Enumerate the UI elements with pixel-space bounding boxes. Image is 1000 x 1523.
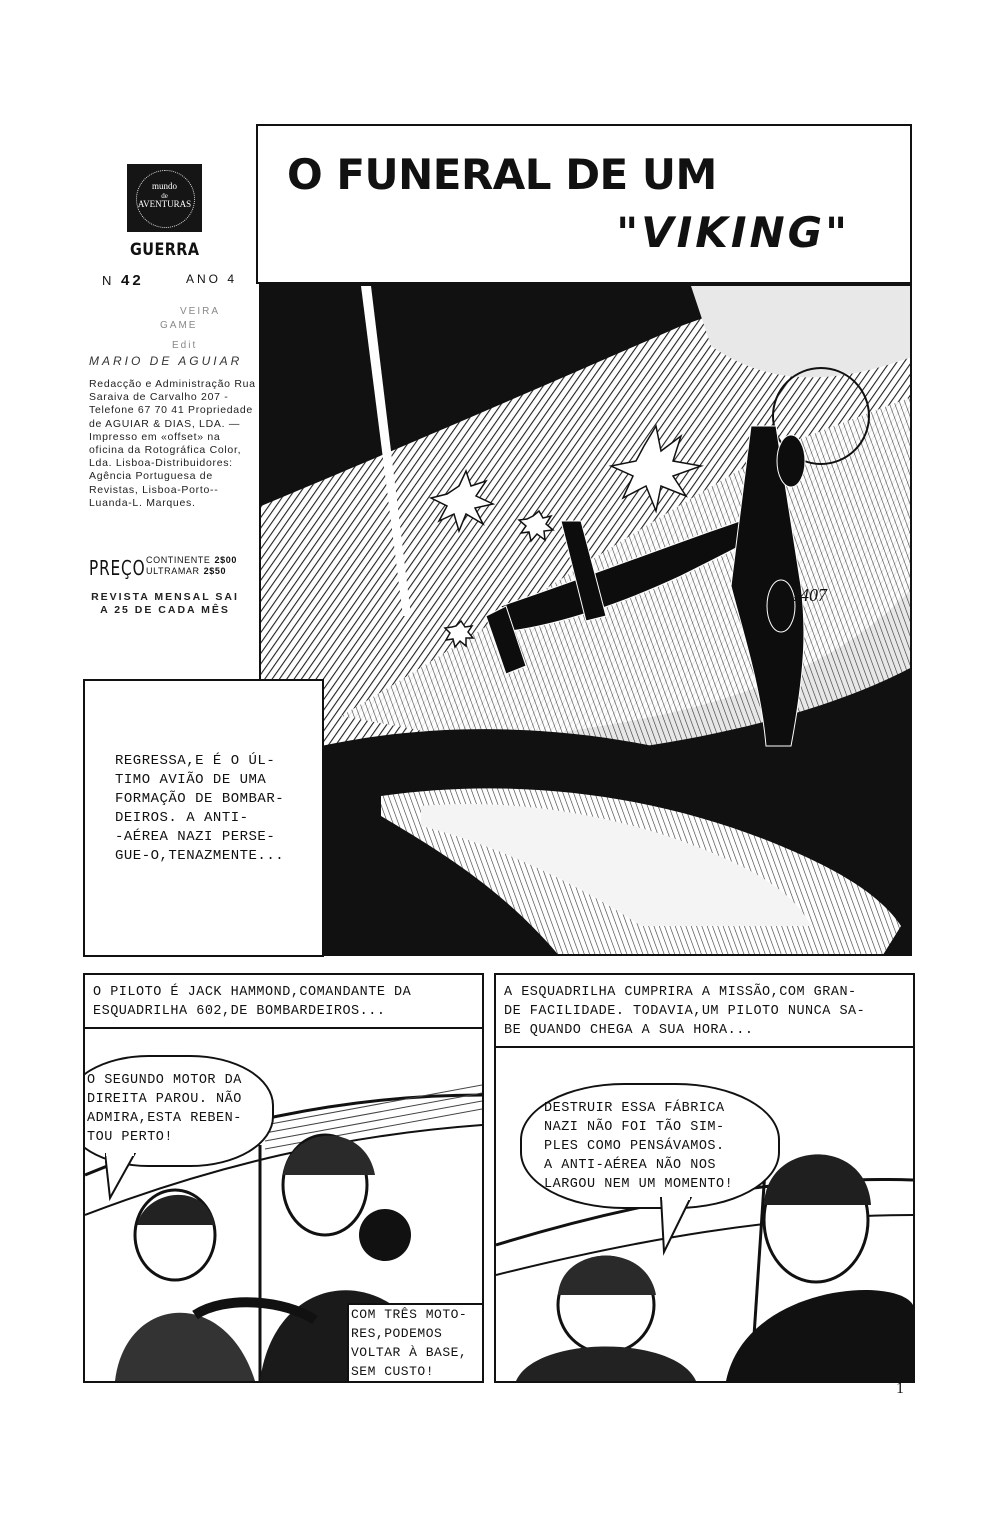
issue-number: [102, 272, 144, 289]
story-title-line-1: O FUNERAL DE UM: [287, 150, 717, 199]
page-number: 1: [896, 1380, 904, 1397]
colophon-text: Redacção e Administração Rua Saraiva de Carvalho 207 - Telefone 67 70 41 Propriedade de AGUIAR & DIAS, LDA. — Impresso em «offset» na oficina da Rotográfica Color, Lda. Lisboa-Distribuidores: Agência Portuguesa de Revistas, Lisboa-Porto--Luanda-L. Marques.: [89, 378, 256, 509]
logo-line-3: AVENTURAS: [137, 199, 192, 209]
issue-prefix: N: [102, 273, 115, 288]
price-row-ultramar: ULTRAMAR 2$50: [146, 566, 227, 576]
price-label: PREÇO: [89, 556, 146, 580]
publisher-logo: [127, 164, 202, 232]
faded-credit-1: VEIRA: [180, 306, 221, 317]
panel2-caption: [85, 975, 482, 1029]
logo-line-2: de: [161, 192, 168, 200]
issue-value: 42: [121, 272, 144, 289]
faded-credit-3: Edit: [172, 340, 198, 351]
speech-bubble-factory-text: DESTRUIR ESSA FÁBRICA NAZI NÃO FOI TÃO SIM- PLES COMO PENSÁVAMOS. A ANTI-AÉREA NÃO NOS LARGOU NEM UM MOMENTO!: [544, 1101, 734, 1192]
panel-cockpit-copilot: [494, 973, 915, 1383]
panel3-caption-text: A ESQUADRILHA CUMPRIRA A MISSÃO,COM GRAN- DE FACILIDADE. TODAVIA,UM PILOTO NUNCA SA- BE QUANDO CHEGA A SUA HORA...: [504, 985, 866, 1038]
speech-bubble-engine: [83, 1055, 274, 1167]
speech-bubble-three-engines-text: COM TRÊS MOTO- RES,PODEMOS VOLTAR À BASE, SEM CUSTO!: [351, 1307, 468, 1379]
speech-bubble-three-engines: [347, 1303, 484, 1383]
logo-line-1: mundo: [151, 181, 177, 191]
issue-year: ANO 4: [186, 272, 238, 286]
monthly-notice: REVISTA MENSAL SAI A 25 DE CADA MÊS: [91, 591, 239, 616]
speech-tail-engine: [105, 1153, 145, 1203]
intro-caption-text: REGRESSA,E É O ÚL- TIMO AVIÃO DE UMA FORMAÇÃO DE BOMBAR- DEIROS. A ANTI- -AÉREA NAZI PERSE- GUE-O,TENAZMENTE...: [115, 753, 285, 864]
story-title-box: [256, 124, 912, 284]
series-title: GUERRA: [130, 240, 200, 260]
price-table: [146, 555, 237, 577]
intro-caption-box: [83, 679, 324, 957]
speech-tail-factory: [656, 1197, 696, 1257]
story-title-line-2: "VIKING": [616, 208, 850, 257]
publisher-name: MARIO DE AGUIAR: [89, 354, 243, 368]
panel2-caption-text: O PILOTO É JACK HAMMOND,COMANDANTE DA ESQUADRILHA 602,DE BOMBARDEIROS...: [93, 985, 412, 1019]
hero-panel-bomber: [259, 284, 912, 956]
price-row-continente: CONTINENTE 2$00: [146, 555, 237, 565]
bomber-illustration: [261, 286, 912, 956]
speech-bubble-factory: [520, 1083, 780, 1209]
faded-credit-2: GAME: [160, 320, 198, 331]
artist-signature: 2407: [791, 585, 827, 605]
panel3-caption: [496, 975, 913, 1048]
speech-bubble-engine-text: O SEGUNDO MOTOR DA DIREITA PAROU. NÃO ADMIRA,ESTA REBEN- TOU PERTO!: [87, 1073, 242, 1145]
panel-cockpit-hammond: [83, 973, 484, 1383]
